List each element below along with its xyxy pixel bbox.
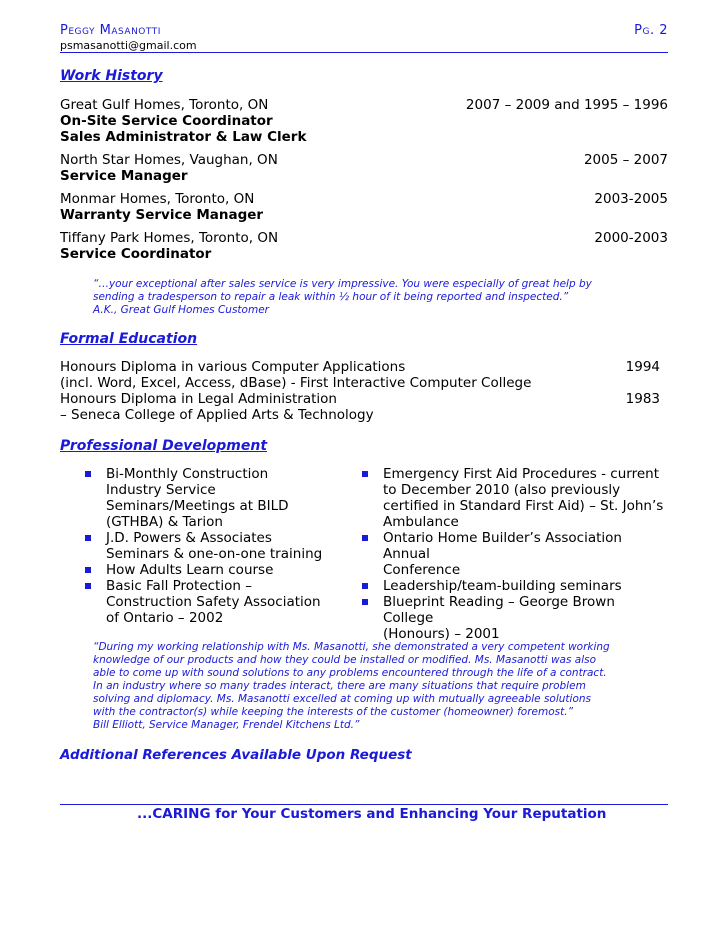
quote-line: “…your exceptional after sales service is very impressive. You were especially of great help by [93,278,592,290]
list-item-line: Emergency First Aid Procedures - current [383,466,659,482]
quote-line: In an industry where so many trades interact, there are many situations that require problem [93,680,586,692]
reference-testimonial [93,641,653,732]
job-company: Monmar Homes, Toronto, ON [60,191,255,207]
section-title-work-history: Work History [60,68,163,84]
list-item-line: How Adults Learn course [106,562,274,578]
list-item-line: Seminars & one-on-one training [106,546,323,562]
list-item [357,594,668,642]
quote-line: sending a tradesperson to repair a leak within ½ hour of it being reported and inspected.” [93,291,569,303]
page-number: Pg. 2 [634,23,668,38]
author-email: psmasanotti@gmail.com [60,39,197,52]
footer-divider [60,804,668,805]
list-item-line: of Ontario – 2002 [106,610,224,626]
job-dates: 2000-2003 [594,230,668,246]
list-item-line: Industry Service [106,482,216,498]
list-item-line: Conference [383,562,461,578]
list-item-line: J.D. Powers & Associates [106,530,272,546]
list-item-line: Seminars/Meetings at BILD [106,498,289,514]
job-company: Great Gulf Homes, Toronto, ON [60,97,269,113]
list-item [357,578,668,594]
education-year: 1994 [625,359,660,375]
quote-line: “During my working relationship with Ms. Masanotti, she demonstrated a very competent working [93,641,610,653]
education-detail: (incl. Word, Excel, Access, dBase) - First Interactive Computer College [60,375,532,391]
footer-tagline: ...CARING for Your Customers and Enhancing Your Reputation [137,806,607,822]
section-title-education: Formal Education [60,331,198,347]
page-header [60,23,668,53]
quote-line: knowledge of our products and how they could be installed or modified. Ms. Masanotti was also [93,654,597,666]
list-item-line: Construction Safety Association [106,594,321,610]
quote-line: Bill Elliott, Service Manager, Frendel Kitchens Ltd.” [93,719,360,731]
job-role: Warranty Service Manager [60,207,264,223]
list-item-line: (Honours) – 2001 [383,626,500,642]
list-item-line: certified in Standard First Aid) – St. John’s [383,498,664,514]
list-item-line: Ambulance [383,514,459,530]
list-item [80,562,360,578]
quote-line: with the contractor(s) while keeping the interests of the customer (homeowner) foremost.” [93,706,574,718]
quote-line: solving and diplomacy. Ms. Masanotti excelled at coming up with mutually agreeable solutions [93,693,592,705]
list-item-line: Basic Fall Protection – [106,578,252,594]
list-item [80,578,360,626]
list-item [80,466,360,530]
list-item [357,466,668,530]
education-year: 1983 [625,391,660,407]
job-company: North Star Homes, Vaughan, ON [60,152,278,168]
job-role: Service Manager [60,168,188,184]
additional-references: Additional References Available Upon Request [60,747,412,763]
education-diploma: Honours Diploma in various Computer Applications [60,359,406,375]
list-item [357,530,668,578]
quote-line: A.K., Great Gulf Homes Customer [93,304,269,316]
job-role: On-Site Service Coordinator [60,113,273,129]
job-role: Sales Administrator & Law Clerk [60,129,307,145]
education-detail: – Seneca College of Applied Arts & Technology [60,407,374,423]
list-item-line: to December 2010 (also previously [383,482,621,498]
pd-list-left [80,466,360,626]
section-title-professional-development: Professional Development [60,438,268,454]
job-role: Service Coordinator [60,246,212,262]
pd-list-right [357,466,668,642]
list-item-line: Bi-Monthly Construction [106,466,269,482]
job-company: Tiffany Park Homes, Toronto, ON [60,230,279,246]
header-divider [60,52,668,53]
list-item-line: Ontario Home Builder’s Association Annual [383,530,622,562]
list-item-line: (GTHBA) & Tarion [106,514,223,530]
customer-testimonial [93,278,653,317]
quote-line: able to come up with sound solutions to any problems encountered through the life of a contract. [93,667,607,679]
list-item [80,530,360,562]
job-dates: 2003-2005 [594,191,668,207]
education-diploma: Honours Diploma in Legal Administration [60,391,337,407]
list-item-line: Leadership/team-building seminars [383,578,622,594]
job-dates: 2007 – 2009 and 1995 – 1996 [465,97,668,113]
author-name: Peggy Masanotti [60,23,161,38]
list-item-line: Blueprint Reading – George Brown College [383,594,615,626]
job-dates: 2005 – 2007 [583,152,668,168]
